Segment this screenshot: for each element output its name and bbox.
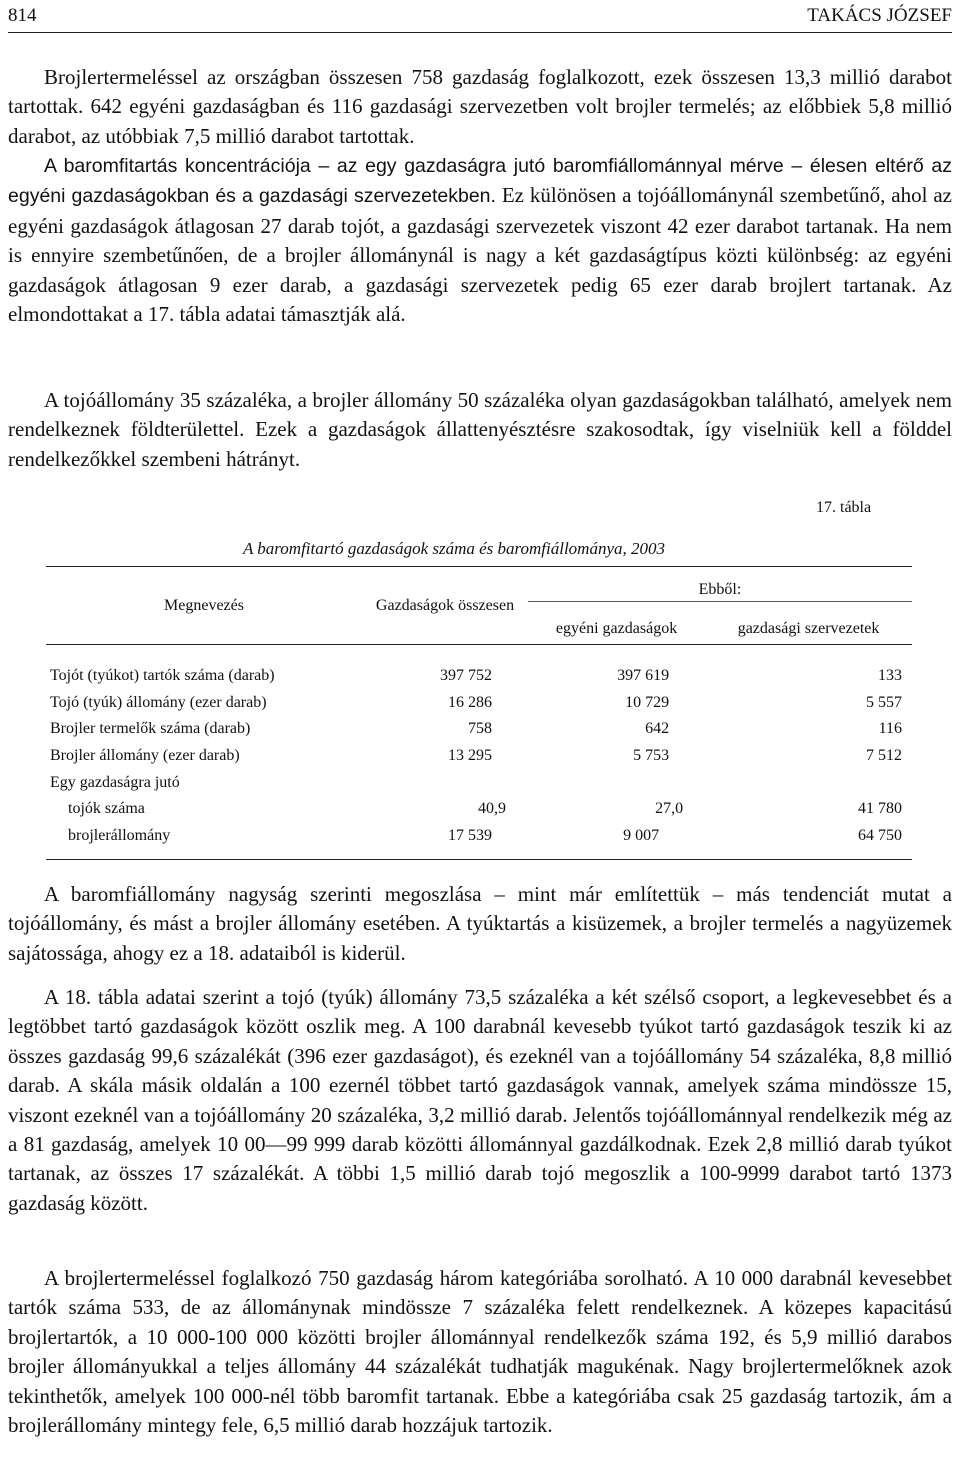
data-table xyxy=(46,566,912,860)
paragraph-5: A 18. tábla adatai szerint a tojó (tyúk) állomány 73,5 százaléka a két szélső csoport, a legkevesebbet és a legtöbbet tartó gazdaságok között oszlik meg. A 100 darabnál kevesebb tyúkot tartó gazdaságok teszik ki az összes gazdaság 99,6 százalékát (396 ezer gazdaságot), és ezeknél van a tojóállomány 54 százaléka, 8,8 millió darab. A skála másik oldalán a 100 ezernél többet tartó gazdaságok vannak, amelyek száma mindössze 15, viszont ezeknél van a tojóállomány 20 százaléka, 3,2 millió darab. Jelentős tojóállománnyal rendelkezik még az a 81 gazdaság, amelyek 10 00—99 999 darab közötti állománnyal gazdálkodnak. Ezek 2,8 millió darab tyúkot tartanak, az összes 17 százalékát. A többi 1,5 millió darab tojó megoszlik a 100-9999 darabot tartó 1373 gazdaság között. xyxy=(8,985,952,1215)
cell-individual: 397 619 xyxy=(617,667,670,685)
cell-organizations xyxy=(705,769,912,796)
column-header-organizations: gazdasági szervezetek xyxy=(705,602,912,645)
cell-organizations: 41 780 xyxy=(858,800,902,818)
cell-organizations: 5 557 xyxy=(866,693,902,711)
row-label: Tojót (tyúkot) tartók száma (darab) xyxy=(50,667,275,685)
cell-individual: 642 xyxy=(645,720,670,738)
cell-organizations: 7 512 xyxy=(866,747,902,765)
table-row xyxy=(46,663,912,690)
column-header-group: Ebből: xyxy=(528,567,912,602)
table-row xyxy=(46,743,912,770)
cell-organizations: 64 750 xyxy=(858,826,902,844)
cell-total: 17 539 xyxy=(448,826,492,844)
table-row xyxy=(46,716,912,743)
column-header-individual: egyéni gazdaságok xyxy=(528,602,705,645)
cell-total: 397 752 xyxy=(440,667,492,685)
cell-individual: 10 729 xyxy=(625,693,670,711)
table-number: 17. tábla xyxy=(816,499,872,516)
row-label: Tojó (tyúk) állomány (ezer darab) xyxy=(50,693,267,711)
cell-individual: 9 007 xyxy=(623,826,660,844)
cell-total: 40,9 xyxy=(478,800,506,818)
row-label: Brojler állomány (ezer darab) xyxy=(50,747,240,765)
paragraph-6: A brojlertermeléssel foglalkozó 750 gazdaság három kategóriába sorolható. A 10 000 darabnál kevesebbet tartók száma 533, de az állománynak mindössze 7 százaléka felett rendelkeznek. A közepes kapacitású brojlertartók, a 10 000-100 000 közötti brojler állománnyal rendelkezők száma 192, és 5,9 millió darabos brojler állományukkal a teljes állomány 44 százalékát tudhatják magukénak. Nagy brojlertermelőknek azok tekinthetők, amelyek 100 000-nél több baromfit tartanak. Ebbe a kategóriába csak 25 gazdaság tartozik, ám a brojlerállomány mintegy fele, 6,5 millió darab hozzájuk tartozik. xyxy=(8,1266,952,1438)
table-row xyxy=(46,690,912,717)
column-header-total: Gazdaságok összesen xyxy=(362,567,528,645)
cell-total xyxy=(362,769,528,796)
paragraph-3: A tojóállomány 35 százaléka, a brojler állomány 50 százaléka olyan gazdaságokban található, amelyek nem rendelkeznek földterülettel. Ezek a gazdaságok állattenyésztésre szakosodtak, így viselniük kell a földdel rendelkezőkkel szembeni hátrányt. xyxy=(8,388,952,471)
paragraph-1: Brojlertermeléssel az országban összesen 758 gazdaság foglalkozott, ezek összesen 13,3 millió darabot tartottak. 642 egyéni gazdaságban és 116 gazdasági szervezetben volt brojler termelés; az előbbiek 5,8 millió darabot, az utóbbiak 7,5 millió darabot tartottak. xyxy=(8,65,952,148)
author-name: TAKÁCS JÓZSEF xyxy=(807,5,952,26)
paragraph-2-sans: A baromfitartás koncentrációja – az egy gazdaságra jutó baromfiállománnyal mérve – élesen eltérő az egyéni gazdaságokban és a gazdasági szervezetekben. xyxy=(8,155,952,208)
table-title: A baromfitartó gazdaságok száma és baromfiállománya, 2003 xyxy=(242,539,666,558)
table-row xyxy=(46,796,912,823)
column-header-name: Megnevezés xyxy=(46,567,362,645)
cell-organizations: 116 xyxy=(878,720,902,738)
cell-individual: 27,0 xyxy=(655,800,684,818)
cell-individual xyxy=(528,769,705,796)
cell-total: 13 295 xyxy=(448,747,492,765)
paragraph-2 xyxy=(8,151,952,329)
paragraph-2-rest: Ez különösen a tojóállománynál szembetűnő, ahol az egyéni gazdaságok átlagosan 27 darab tojót, a gazdasági szervezetek viszont 42 ezer darabot tartanak. Ha nem is ennyire szembetűnően, de a brojler állománynál is nagy a két gazdaságtípus közti különbség: az egyéni gazdaságok átlagosan 9 ezer darab, a gazdasági szervezetek pedig 65 ezer darab brojlert tartanak. Az elmondottakat a 17. tábla adatai támasztják alá. xyxy=(8,183,952,327)
row-label: brojlerállomány xyxy=(68,826,171,844)
cell-total: 758 xyxy=(468,720,492,738)
table-row xyxy=(46,823,912,850)
paragraph-4: A baromfiállomány nagyság szerinti megoszlása – mint már említettük – más tendenciát mutat a tojóállomány, és mást a brojler állomány esetében. A tyúktartás a kisüzemek, a brojler termelés a nagyüzemek sajátossága, ahogy ez a 18. adataiból is kiderül. xyxy=(8,882,952,965)
running-header xyxy=(8,0,952,33)
cell-total: 16 286 xyxy=(448,693,492,711)
page-number: 814 xyxy=(8,5,37,26)
table-row xyxy=(46,769,912,796)
row-label: tojók száma xyxy=(68,800,145,818)
row-label: Egy gazdaságra jutó xyxy=(50,773,180,791)
row-label: Brojler termelők száma (darab) xyxy=(50,720,251,738)
cell-individual: 5 753 xyxy=(633,747,670,765)
cell-organizations: 133 xyxy=(878,667,902,685)
